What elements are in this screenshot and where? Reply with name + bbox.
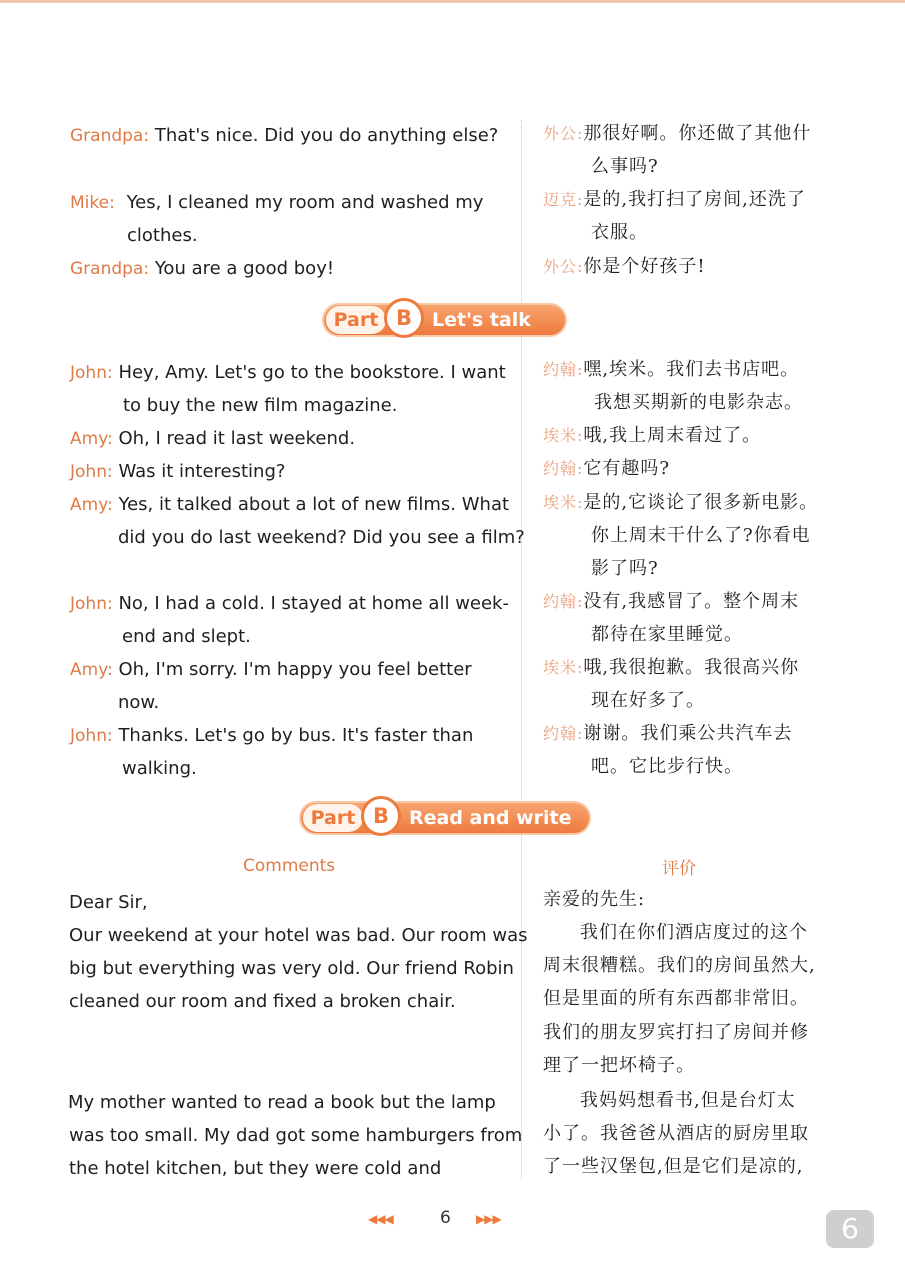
translation-text-continued: 我想买期新的电影杂志。 xyxy=(594,392,803,413)
dialogue-line xyxy=(70,488,509,522)
dialogue-text-continued: walking. xyxy=(122,758,197,779)
translation-text-continued: 衣服。 xyxy=(591,222,648,243)
translation-text: 谢谢。我们乘公共汽车去 xyxy=(583,723,793,744)
translation-line xyxy=(543,117,811,150)
letter-line: My mother wanted to read a book but the lamp xyxy=(68,1092,496,1113)
translation-line xyxy=(543,419,761,452)
letter-translation-line: 了一些汉堡包,但是它们是凉的, xyxy=(543,1156,804,1177)
translation-text: 哦,我上周末看过了。 xyxy=(583,425,762,446)
translation-text-continued: 都待在家里睡觉。 xyxy=(591,624,743,645)
section-banner-lets-talk xyxy=(322,298,567,340)
dialogue-text: Thanks. Let's go by bus. It's faster than xyxy=(118,725,474,746)
banner-letter-badge: B xyxy=(384,298,424,338)
translation-line xyxy=(543,717,792,750)
speaker-label: 埃米: xyxy=(543,426,584,445)
speaker-label: 埃米: xyxy=(543,658,584,677)
letter-translation-line: 周末很糟糕。我们的房间虽然大, xyxy=(543,955,816,976)
translation-text: 哦,我很抱歉。我很高兴你 xyxy=(583,657,800,678)
speaker-label: 约翰: xyxy=(543,459,584,478)
dialogue-line xyxy=(70,719,473,753)
speaker-label: 迈克: xyxy=(543,190,584,209)
translation-line xyxy=(543,486,818,519)
banner-title: Let's talk xyxy=(432,309,531,331)
speaker-label: Amy: xyxy=(70,660,113,680)
letter-translation-line: 小了。我爸爸从酒店的厨房里取 xyxy=(543,1123,809,1144)
dialogue-text-continued: now. xyxy=(118,692,160,713)
speaker-label: Mike: xyxy=(70,193,115,213)
next-page-arrows-icon[interactable]: ▶▶▶ xyxy=(476,1212,501,1226)
translation-text-continued: 吧。它比步行快。 xyxy=(591,756,743,777)
translation-text: 那很好啊。你还做了其他什 xyxy=(583,123,812,144)
translation-line xyxy=(543,353,799,386)
translation-line xyxy=(543,651,799,684)
dialogue-text: That's nice. Did you do anything else? xyxy=(154,125,499,146)
letter-translation-line: 我妈妈想看书,但是台灯太 xyxy=(580,1090,796,1111)
reading-heading-translation: 评价 xyxy=(662,859,696,879)
letter-line: Our weekend at your hotel was bad. Our room was xyxy=(69,925,528,946)
speaker-label: John: xyxy=(70,462,113,482)
translation-text-continued: 影了吗? xyxy=(591,558,659,579)
dialogue-text-continued: to buy the new film magazine. xyxy=(123,395,398,416)
speaker-label: 外公: xyxy=(543,124,584,143)
speaker-label: 约翰: xyxy=(543,724,584,743)
letter-line: cleaned our room and fixed a broken chair. xyxy=(69,991,456,1012)
dialogue-text: Oh, I read it last weekend. xyxy=(118,428,356,449)
translation-text-continued: 么事吗? xyxy=(591,156,659,177)
dialogue-text: You are a good boy! xyxy=(154,258,335,279)
translation-text-continued: 你上周末干什么了?你看电 xyxy=(591,525,811,546)
dialogue-text: Was it interesting? xyxy=(118,461,286,482)
dialogue-line xyxy=(70,587,509,621)
dialogue-line xyxy=(70,252,334,286)
translation-text: 它有趣吗? xyxy=(583,458,671,479)
page-navigation xyxy=(368,1207,528,1233)
letter-translation-line: 我们的朋友罗宾打扫了房间并修 xyxy=(543,1022,809,1043)
dialogue-text-continued: end and slept. xyxy=(122,626,251,647)
letter-line: big but everything was very old. Our friend Robin xyxy=(69,958,514,979)
section-banner-read-and-write xyxy=(299,796,591,838)
letter-line: Dear Sir, xyxy=(69,892,148,913)
translation-text: 你是个好孩子! xyxy=(583,256,706,277)
banner-letter-badge: B xyxy=(361,796,401,836)
dialogue-text: Yes, it talked about a lot of new films. What xyxy=(118,494,510,515)
translation-text: 是的,我打扫了房间,还洗了 xyxy=(583,189,806,210)
column-divider xyxy=(521,120,522,1180)
translation-text: 没有,我感冒了。整个周末 xyxy=(583,591,800,612)
speaker-label: John: xyxy=(70,363,113,383)
previous-page-arrows-icon[interactable]: ◀◀◀ xyxy=(368,1212,393,1226)
reading-heading: Comments xyxy=(243,856,336,876)
dialogue-text: Hey, Amy. Let's go to the bookstore. I want xyxy=(118,362,506,383)
speaker-label: John: xyxy=(70,594,113,614)
letter-translation-line: 但是里面的所有东西都非常旧。 xyxy=(543,988,809,1009)
page-number-badge: 6 xyxy=(826,1210,874,1248)
speaker-label: Amy: xyxy=(70,495,113,515)
dialogue-text-continued: did you do last weekend? Did you see a film? xyxy=(118,527,525,548)
dialogue-line xyxy=(70,186,483,220)
speaker-label: 约翰: xyxy=(543,360,584,379)
banner-part-label: Part xyxy=(326,306,386,334)
dialogue-line xyxy=(70,455,285,489)
translation-line xyxy=(543,250,706,283)
speaker-label: Grandpa: xyxy=(70,126,150,146)
dialogue-line xyxy=(70,356,506,390)
dialogue-line xyxy=(70,422,355,456)
dialogue-text: No, I had a cold. I stayed at home all week- xyxy=(118,593,509,614)
dialogue-text-continued: clothes. xyxy=(127,225,198,246)
translation-line xyxy=(543,452,670,485)
dialogue-line xyxy=(70,653,472,687)
dialogue-text: Yes, I cleaned my room and washed my xyxy=(126,192,484,213)
speaker-label: Grandpa: xyxy=(70,259,150,279)
translation-line xyxy=(543,183,806,216)
dialogue-text: Oh, I'm sorry. I'm happy you feel better xyxy=(118,659,472,680)
letter-line: the hotel kitchen, but they were cold and xyxy=(69,1158,442,1179)
translation-text: 是的,它谈论了很多新电影。 xyxy=(583,492,819,513)
letter-translation-line: 我们在你们酒店度过的这个 xyxy=(580,922,808,943)
letter-translation-line: 理了一把坏椅子。 xyxy=(543,1055,695,1076)
speaker-label: 外公: xyxy=(543,257,584,276)
speaker-label: John: xyxy=(70,726,113,746)
translation-text: 嘿,埃米。我们去书店吧。 xyxy=(583,359,800,380)
top-border xyxy=(0,0,905,3)
translation-text-continued: 现在好多了。 xyxy=(591,690,705,711)
dialogue-line xyxy=(70,119,498,153)
letter-line: was too small. My dad got some hamburgers from xyxy=(69,1125,523,1146)
speaker-label: 埃米: xyxy=(543,493,584,512)
speaker-label: 约翰: xyxy=(543,592,584,611)
page-number: 6 xyxy=(440,1208,451,1228)
banner-title: Read and write xyxy=(409,807,572,829)
letter-translation-line: 亲爱的先生: xyxy=(543,889,646,910)
speaker-label: Amy: xyxy=(70,429,113,449)
banner-part-label: Part xyxy=(303,804,363,832)
translation-line xyxy=(543,585,799,618)
